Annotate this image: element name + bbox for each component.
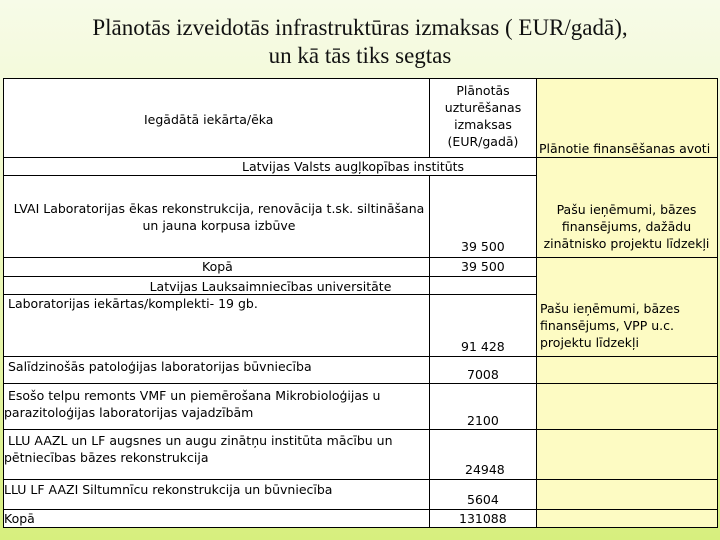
lvai-total-label: Kopā [202, 259, 233, 274]
title-line-2: un kā tās tiks segtas [268, 43, 452, 68]
grid-line [4, 509, 717, 510]
grid-line [4, 479, 717, 480]
grid-line [429, 175, 430, 527]
llu-item-label: Salīdzinošās patoloģijas laboratorijas būvniecība [8, 359, 312, 374]
grid-line [536, 79, 537, 527]
llu-total-value: 131088 [459, 511, 507, 526]
grid-line [4, 157, 717, 158]
slide-title [0, 14, 720, 70]
header-asset: Iegādātā iekārta/ēka [144, 112, 274, 127]
header-cost: Plānotās uzturēšanas izmaksas (EUR/gadā) [444, 83, 522, 149]
lvai-item-label: LVAI Laboratorijas ēkas rekonstrukcija, renovācija t.sk. siltināšana un jauna korpusa izbūve [13, 201, 425, 233]
llu-item-cost: 5604 [467, 492, 499, 507]
llu-funding: Pašu ieņēmumi, bāzes finansējums, VPP u.c. projektu līdzekļi [540, 301, 680, 350]
lvai-funding: Pašu ieņēmumi, bāzes finansējums, dažādu zinātnisko projektu līdzekļi [543, 202, 710, 251]
lvai-item-cost: 39 500 [461, 239, 505, 254]
llu-item-cost: 91 428 [461, 339, 505, 354]
grid-line [4, 356, 717, 357]
title-line-1: Plānotās izveidotās infrastruktūras izmaksas ( EUR/gadā), [92, 15, 628, 40]
section-llu: Latvijas Lauksaimniecības universitāte [149, 279, 392, 294]
grid-line [429, 79, 430, 157]
header-funding: Plānotie finansēšanas avoti [539, 141, 711, 156]
llu-item-label: LLU LF AAZI Siltumnīcu rekonstrukcija un būvniecība [4, 482, 333, 497]
llu-item-label: Esošo telpu remonts VMF un piemērošana Mikrobioloģijas u parazitoloģijas laboratorijas vajadzībām [4, 388, 381, 420]
grid-line [4, 383, 717, 384]
grid-line [4, 276, 537, 277]
cost-table [3, 78, 718, 528]
llu-total-label: Kopā [4, 511, 35, 526]
llu-item-cost: 2100 [467, 413, 499, 428]
grid-line [4, 294, 537, 295]
llu-item-label: LLU AAZL un LF augsnes un augu zinātņu institūta mācību un pētniecības bāzes rekonstrukcija [4, 433, 393, 465]
llu-item-cost: 24948 [465, 462, 505, 477]
lvai-total-value: 39 500 [461, 259, 505, 274]
llu-item-cost: 7008 [467, 367, 499, 382]
section-lvai: Latvijas Valsts augļkopības institūts [242, 159, 465, 174]
grid-line [4, 257, 717, 258]
llu-item-label: Laboratorijas iekārtas/komplekti- 19 gb. [8, 296, 258, 311]
grid-line [4, 175, 537, 176]
grid-line [4, 429, 717, 430]
